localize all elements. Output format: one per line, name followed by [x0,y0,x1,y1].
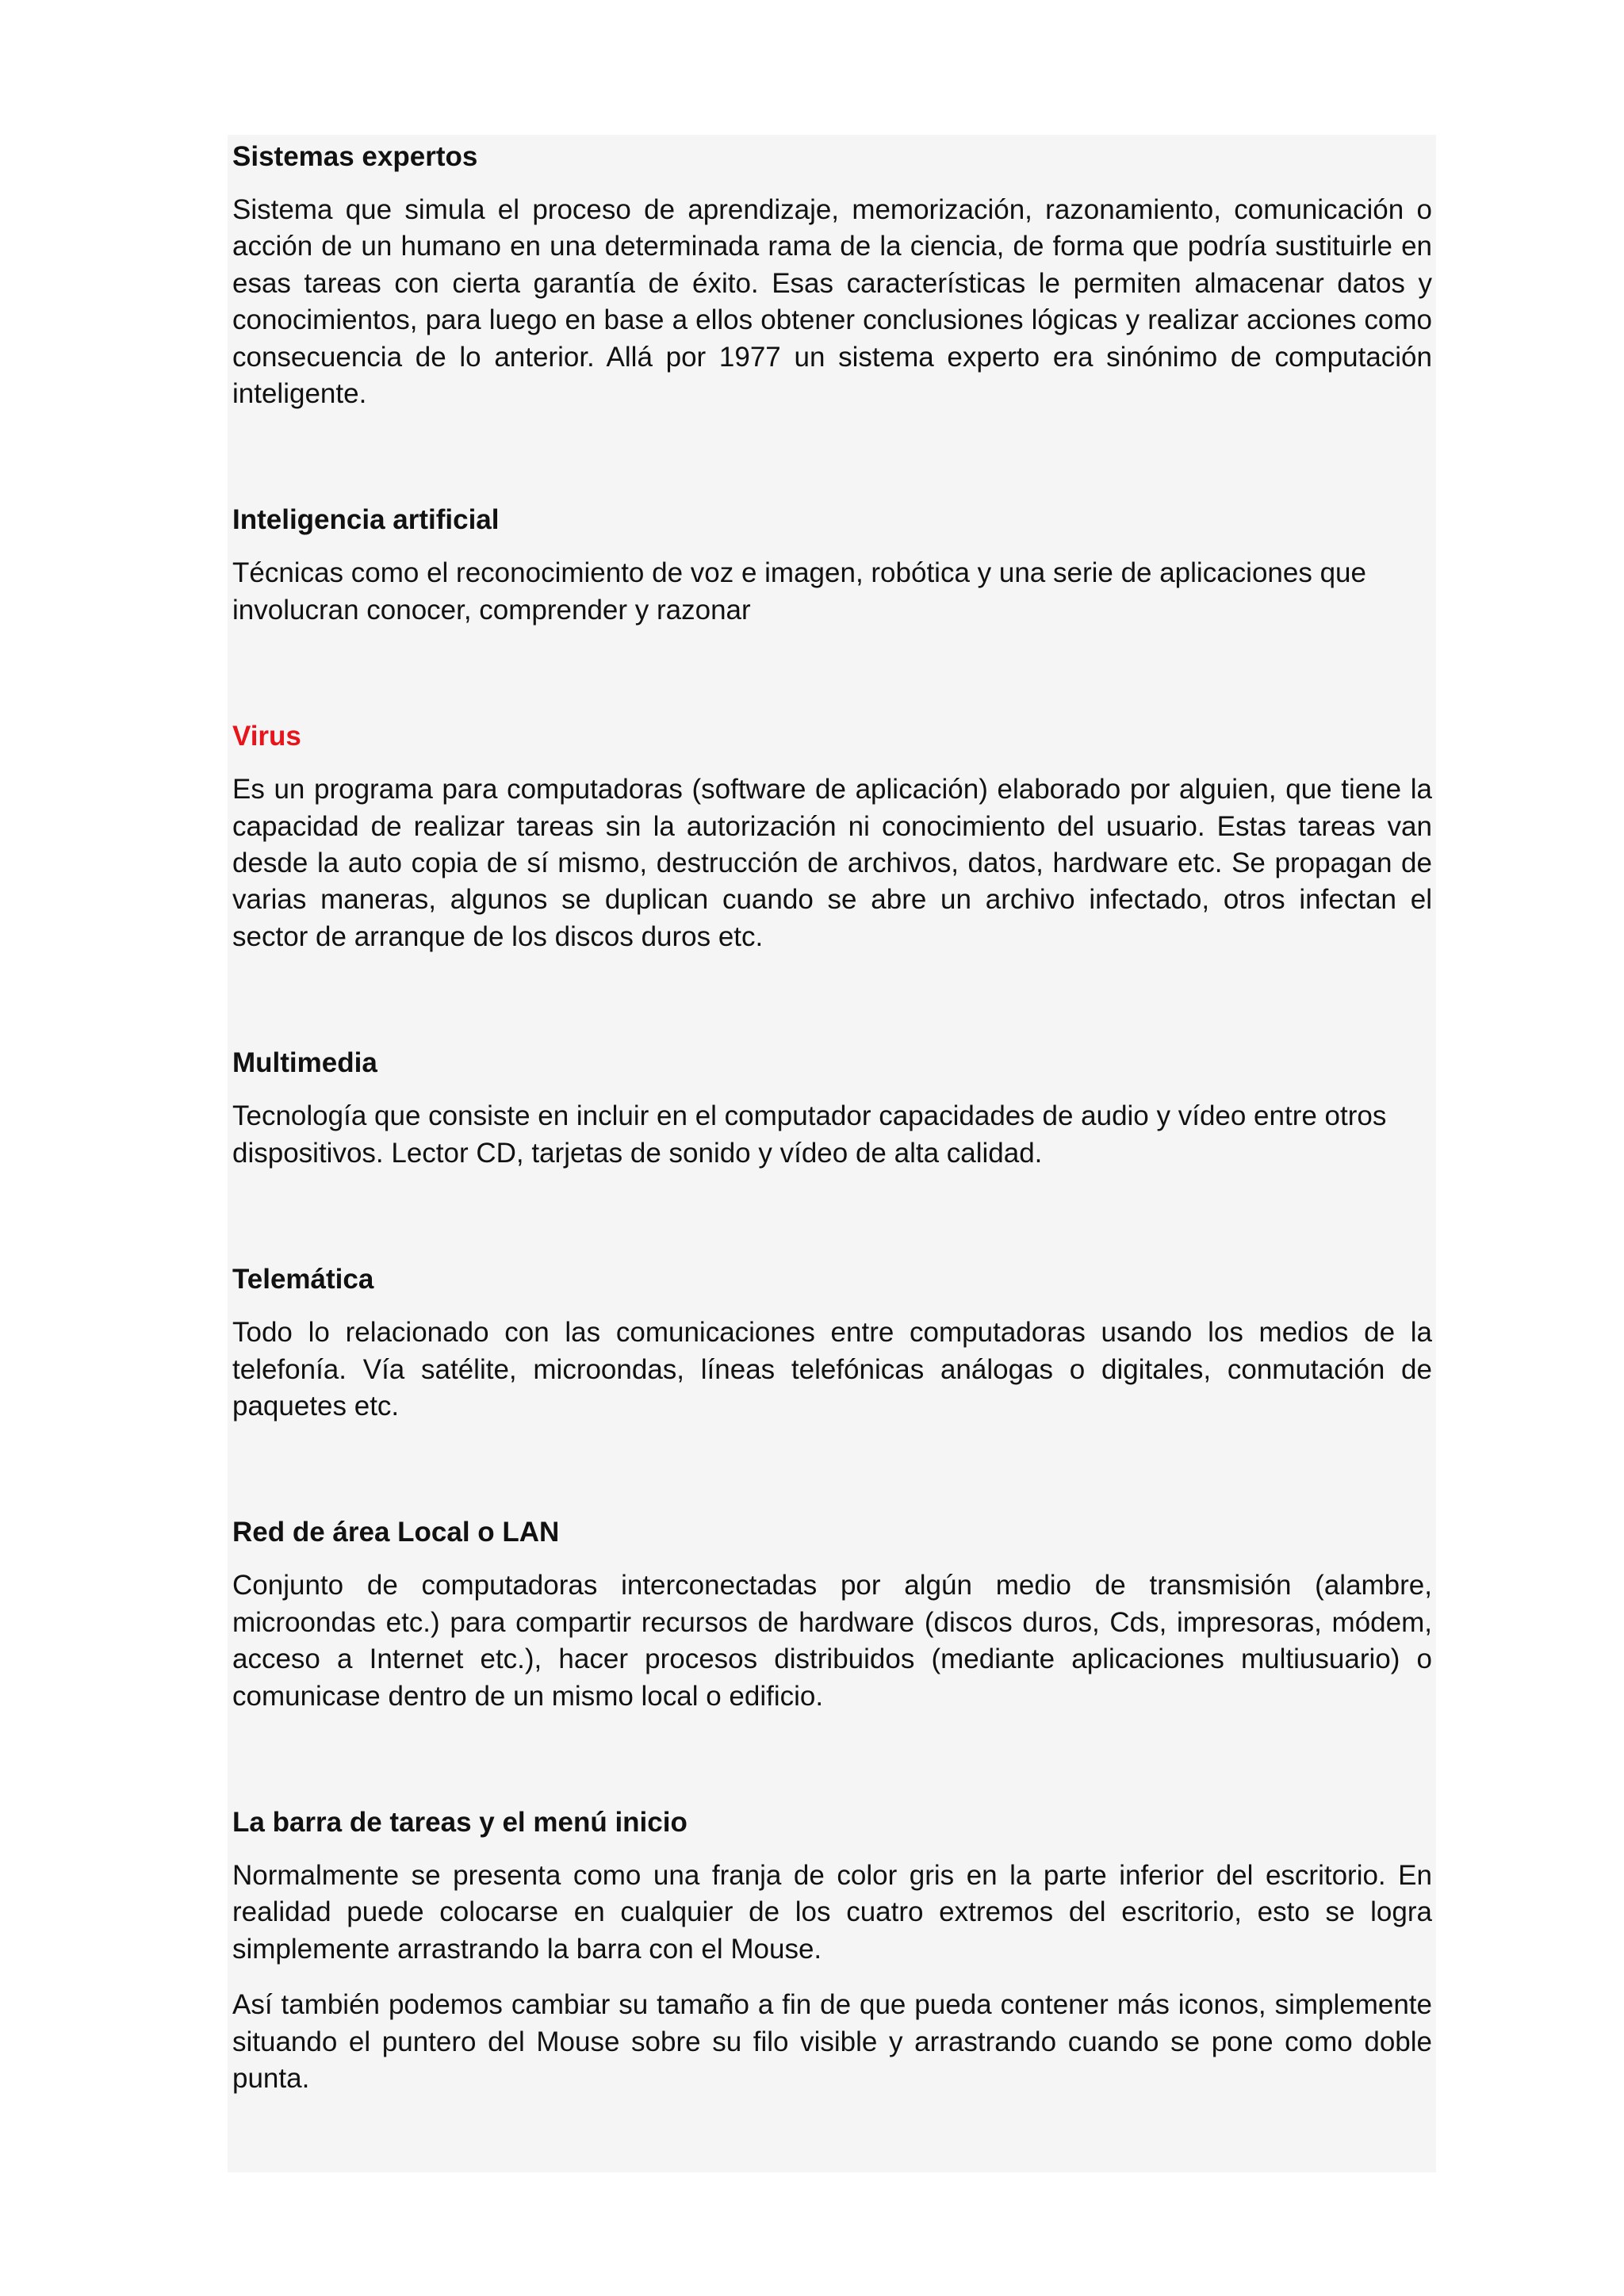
section-title: Red de área Local o LAN [232,1517,560,1548]
section-paragraph: Es un programa para computadoras (software de aplicación) elaborado por alguien, que tiene la capacidad de realizar tareas sin la autorización ni conocimiento del usuario. Estas tareas van desde la auto copia de sí mismo, destrucción de archivos, datos, hardware etc. Se propagan de varias maneras, algunos se duplican cuando se abre un archivo infectado, otros infectan el sector de arranque de los discos duros etc. [232,774,1432,952]
section-multimedia [232,1044,1432,1172]
document-body [232,135,1432,2097]
section-paragraph: Así también podemos cambiar su tamaño a fin de que pueda contener más iconos, simplemente situando el puntero del Mouse sobre su filo visible y arrastrando cuando se pone como doble punta. [232,1989,1432,2094]
section-title: Telemática [232,1264,374,1295]
section-barra-tareas [232,1804,1432,2097]
section-paragraph: Sistema que simula el proceso de aprendizaje, memorización, razonamiento, comunicación o acción de un humano en una determinada rama de la ciencia, de forma que podría sustituirle en esas tareas con cierta garantía de éxito. Esas características le permiten almacenar datos y conocimientos, para luego en base a ellos obtener conclusiones lógicas y realizar acciones como consecuencia de lo anterior. Allá por 1977 un sistema experto era sinónimo de computación inteligente. [232,194,1432,410]
section-title: Multimedia [232,1047,377,1079]
section-inteligencia-artificial [232,501,1432,629]
section-paragraph: Técnicas como el reconocimiento de voz e imagen, robótica y una serie de aplicaciones que involucran conocer, comprender y razonar [232,557,1366,626]
section-title: Inteligencia artificial [232,504,500,536]
section-title: La barra de tareas y el menú inicio [232,1806,688,1838]
section-virus [232,718,1432,955]
section-title: Virus [232,721,301,752]
section-red-lan [232,1513,1432,1715]
section-sistemas-expertos [232,138,1432,412]
section-title: Sistemas expertos [232,141,478,172]
section-paragraph: Todo lo relacionado con las comunicaciones entre computadoras usando los medios de la telefonía. Vía satélite, microondas, líneas telefónicas análogas o digitales, conmutación de paquetes etc. [232,1317,1432,1422]
section-paragraph: Conjunto de computadoras interconectadas por algún medio de transmisión (alambre, microondas etc.) para compartir recursos de hardware (discos duros, Cds, impresoras, módem, acceso a Internet etc.), hacer procesos distribuidos (mediante aplicaciones multiusuario) o comunicase dentro de un mismo local o edificio. [232,1570,1432,1712]
section-paragraph: Tecnología que consiste en incluir en el computador capacidades de audio y vídeo entre otros dispositivos. Lector CD, tarjetas de sonido y vídeo de alta calidad. [232,1100,1387,1169]
section-paragraph: Normalmente se presenta como una franja de color gris en la parte inferior del escritorio. En realidad puede colocarse en cualquier de los cuatro extremos del escritorio, esto se logra simplemente arrastrando la barra con el Mouse. [232,1859,1432,1965]
section-telematica [232,1261,1432,1425]
